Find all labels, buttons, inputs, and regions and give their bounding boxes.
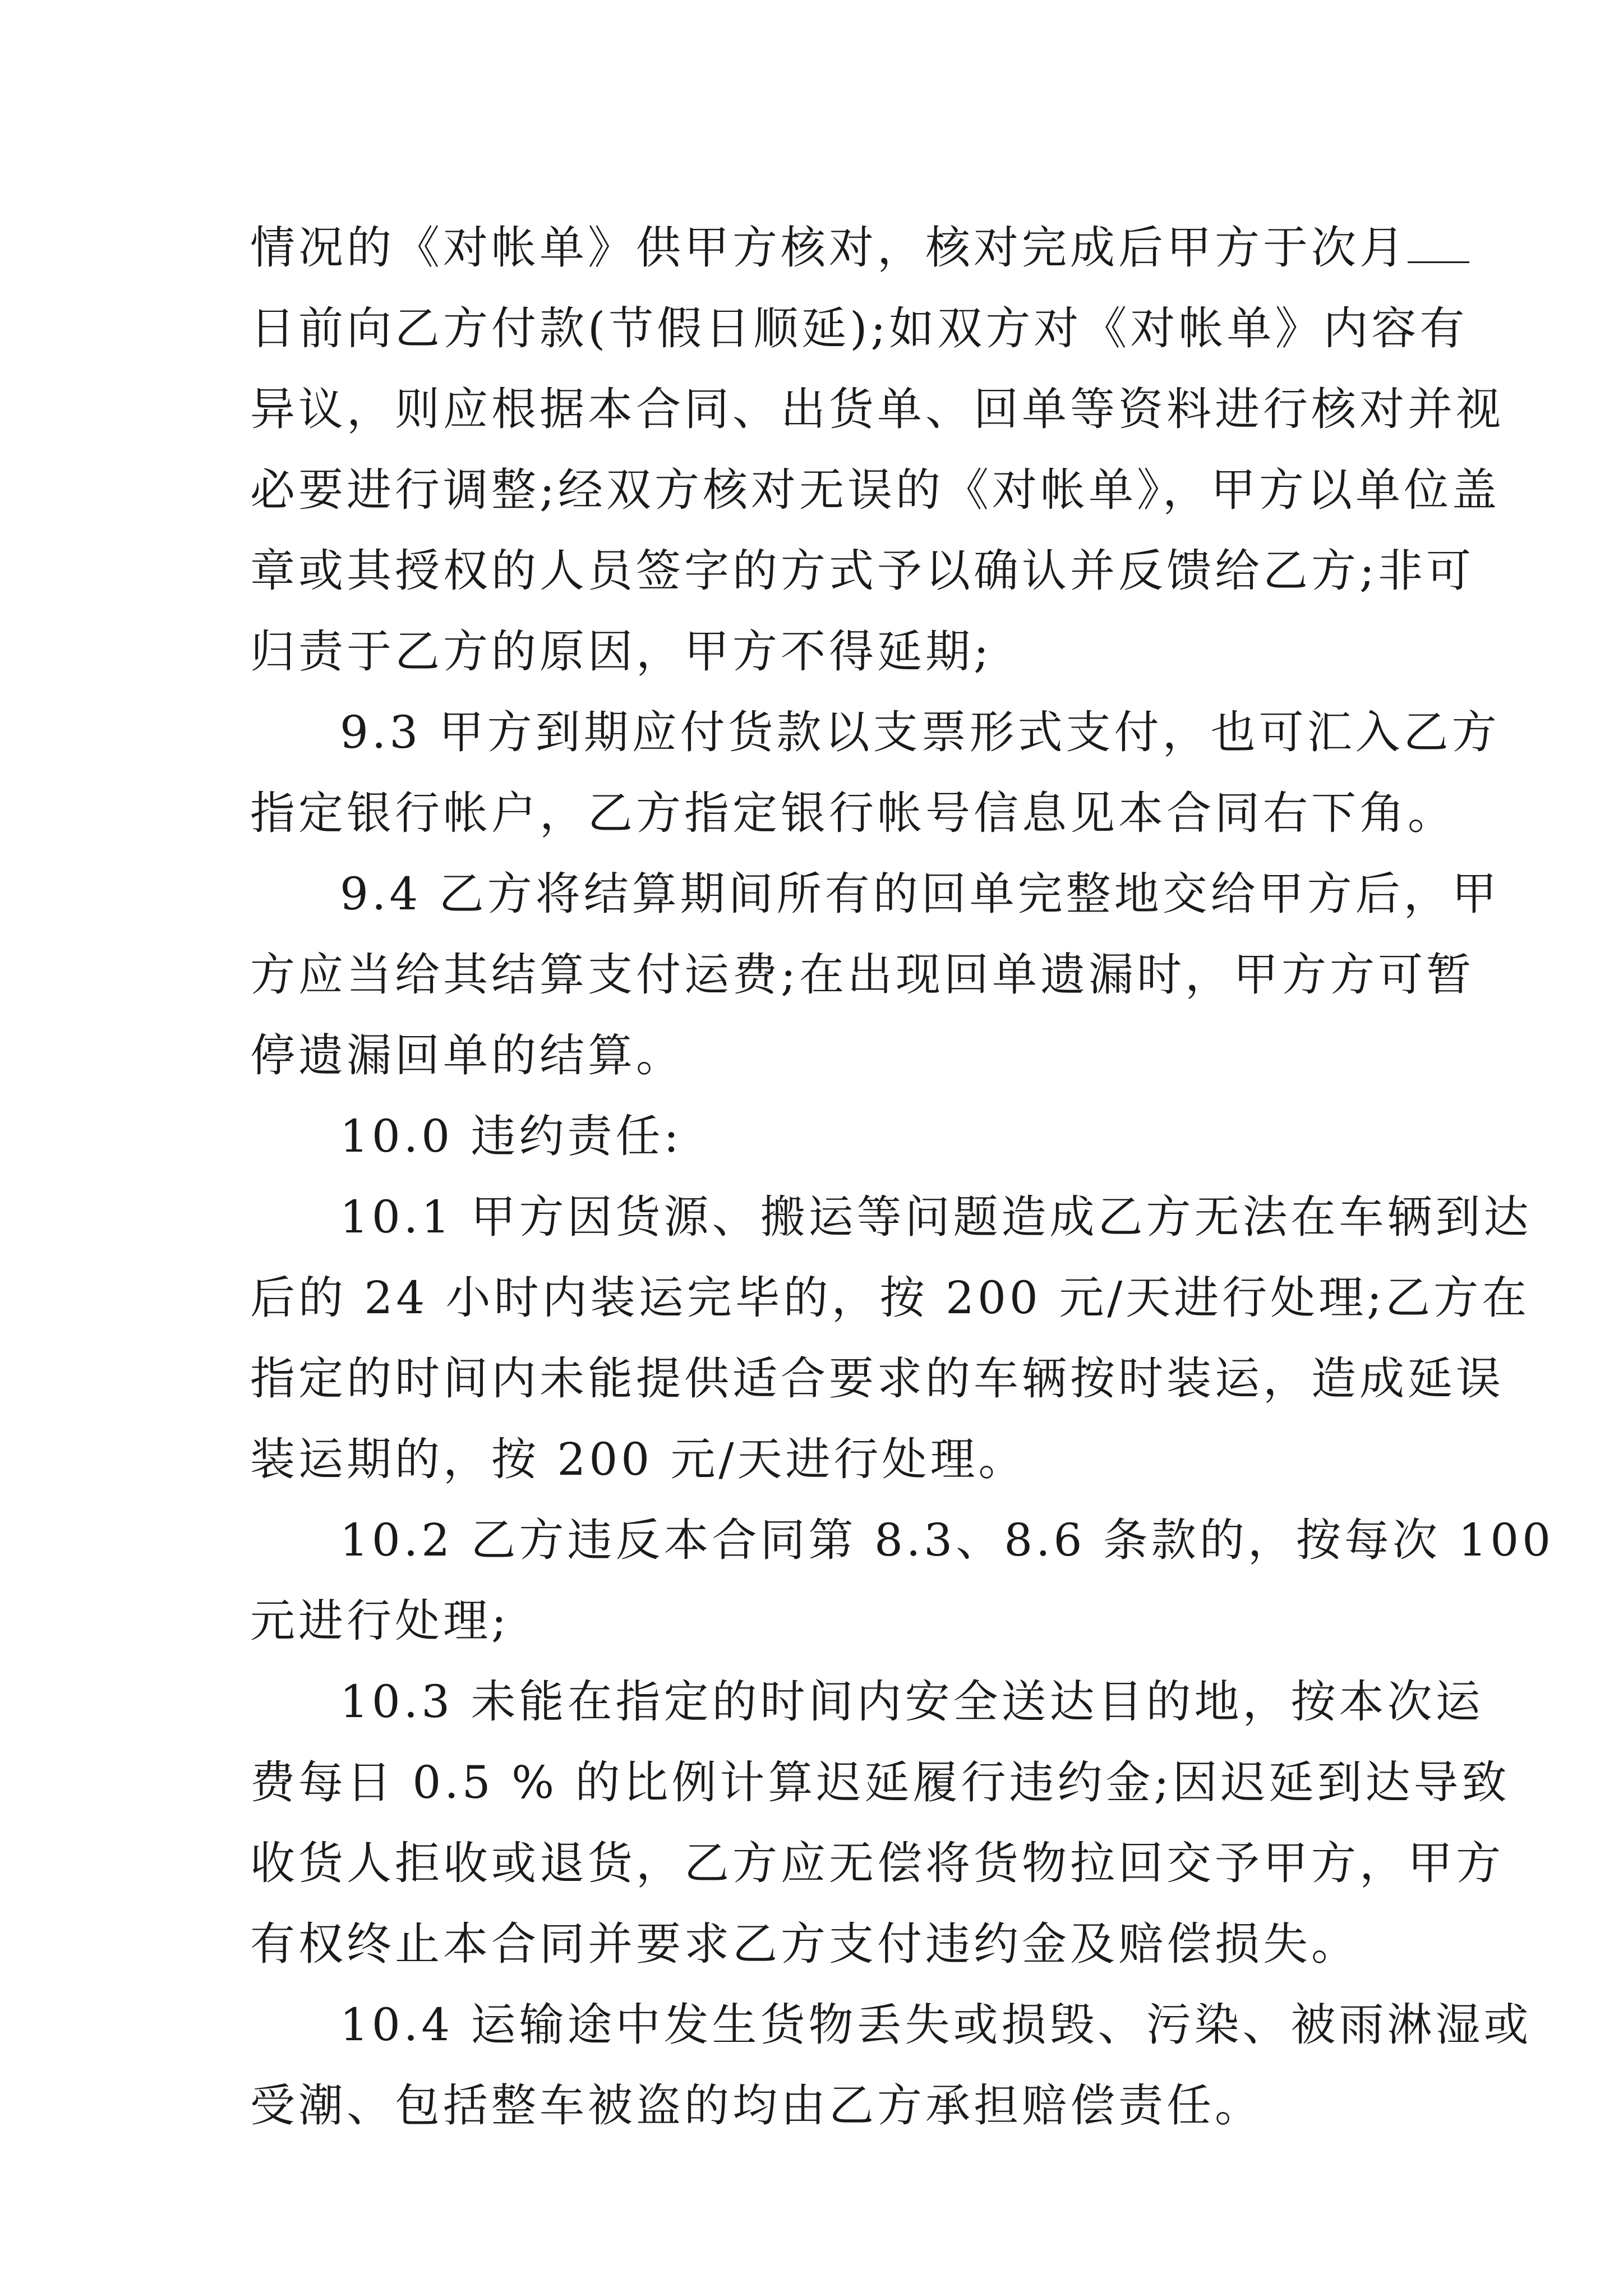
text-line: 有权终止本合同并要求乙方支付违约金及赔偿损失。 <box>250 1918 1359 1970</box>
text-line: 指定的时间内未能提供适合要求的车辆按时装运，造成延误 <box>250 1352 1504 1405</box>
text-line: 后的 24 小时内装运完毕的，按 200 元/天进行处理;乙方在 <box>250 1272 1530 1324</box>
text-line: 指定银行帐户，乙方指定银行帐号信息见本合同右下角。 <box>250 787 1456 839</box>
text-line: 日前向乙方付款(节假日顺延);如双方对《对帐单》内容有 <box>250 302 1468 355</box>
clause-10-1: 10.1 甲方因货源、搬运等问题造成乙方无法在车辆到达 <box>340 1191 1532 1243</box>
section-10-heading: 10.0 违约责任: <box>340 1110 683 1162</box>
text-line: 异议，则应根据本合同、出货单、回单等资料进行核对并视 <box>250 383 1504 435</box>
text-line: 情况的《对帐单》供甲方核对，核对完成后甲方于次月 <box>250 208 1394 288</box>
text-line: 费每日 0.5 % 的比例计算迟延履行违约金;因迟延到达导致 <box>250 1756 1510 1809</box>
text-line: 章或其授权的人员签字的方式予以确认并反馈给乙方;非可 <box>250 545 1474 597</box>
clause-10-2: 10.2 乙方违反本合同第 8.3、8.6 条款的，按每次 100 <box>340 1514 1554 1566</box>
text-line: 必要进行调整;经双方核对无误的《对帐单》，甲方以单位盖 <box>250 464 1500 516</box>
text-line: 方应当给其结算支付运费;在出现回单遗漏时，甲方方可暂 <box>250 949 1474 1001</box>
text-line: 装运期的，按 200 元/天进行处理。 <box>250 1433 1027 1485</box>
clause-9-4: 9.4 乙方将结算期间所有的回单完整地交给甲方后，甲 <box>340 868 1500 920</box>
text-line: 元进行处理; <box>250 1595 510 1647</box>
text-line: 收货人拒收或退货，乙方应无偿将货物拉回交予甲方，甲方 <box>250 1837 1504 1889</box>
clause-9-3: 9.3 甲方到期应付货款以支票形式支付，也可汇入乙方 <box>340 706 1500 758</box>
text-line: 归责于乙方的原因，甲方不得延期; <box>250 625 992 678</box>
text-line: 受潮、包括整车被盗的均由乙方承担赔偿责任。 <box>250 2079 1263 2132</box>
fill-in-blank <box>1408 228 1469 263</box>
clause-10-3: 10.3 未能在指定的时间内安全送达目的地，按本次运 <box>340 1676 1484 1728</box>
contract-text-body <box>250 208 1554 2146</box>
clause-10-4: 10.4 运输途中发生货物丢失或损毁、污染、被雨淋湿或 <box>340 1999 1532 2051</box>
text-line: 停遗漏回单的结算。 <box>250 1029 684 1082</box>
